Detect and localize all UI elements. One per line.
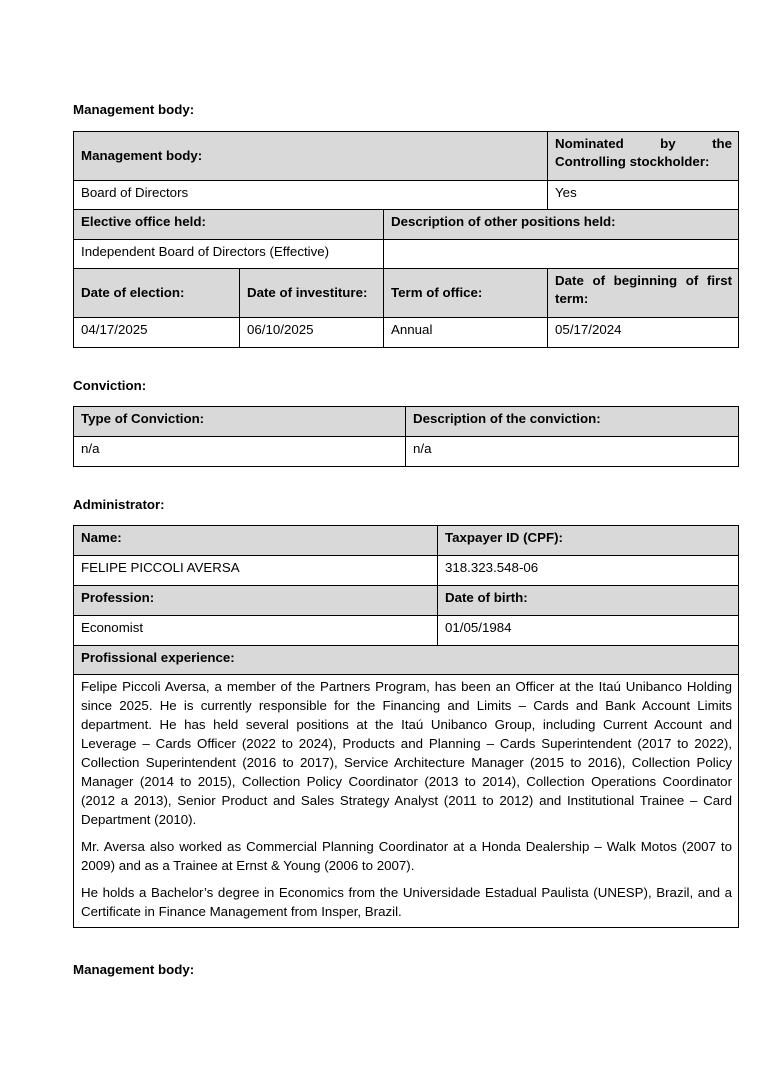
- nominated-label-line1: Nominated by the: [555, 136, 733, 151]
- name-label: Name:: [74, 526, 438, 556]
- first-term-value: 05/17/2024: [548, 318, 739, 348]
- management-body-label: Management body:: [74, 132, 548, 181]
- cpf-value: 318.323.548-06: [438, 556, 739, 586]
- nominated-label-line2: Controlling stockholder:: [555, 154, 710, 169]
- cpf-label: Taxpayer ID (CPF):: [438, 526, 739, 556]
- experience-paragraph-2: Mr. Aversa also worked as Commercial Planning Coordinator at a Honda Dealership – Walk Motos (2007 to 2009) and as a Trainee at Ernst & Young (2006 to 2007).: [81, 839, 732, 873]
- date-investiture-value: 06/10/2025: [240, 318, 384, 348]
- administrator-table: [73, 525, 739, 928]
- management-body-table: [73, 131, 739, 348]
- profession-value: Economist: [74, 616, 438, 646]
- other-positions-value: [384, 240, 739, 269]
- first-term-label-line1: Date of beginning of first: [555, 273, 733, 288]
- nominated-value: Yes: [548, 181, 739, 210]
- conviction-type-value: n/a: [74, 437, 406, 467]
- experience-label: Profissional experience:: [74, 646, 739, 675]
- term-label: Term of office:: [384, 269, 548, 318]
- conviction-description-label: Description of the conviction:: [406, 407, 739, 437]
- conviction-table: [73, 406, 739, 467]
- experience-body: [74, 675, 739, 928]
- elective-office-label: Elective office held:: [74, 210, 384, 240]
- first-term-label: [548, 269, 739, 318]
- administrator-heading: Administrator:: [73, 497, 165, 512]
- management-body-heading-2: Management body:: [73, 962, 195, 977]
- dob-label: Date of birth:: [438, 586, 739, 616]
- other-positions-label: Description of other positions held:: [384, 210, 739, 240]
- conviction-type-label: Type of Conviction:: [74, 407, 406, 437]
- first-term-label-line2: term:: [555, 291, 589, 306]
- experience-paragraph-1: Felipe Piccoli Aversa, a member of the Partners Program, has been an Officer at the Itaú Unibanco Holding since 2025. He is currently responsible for the Financing and Limits – Cards and Bank Account Limits department. He has held several positions at the Itaú Unibanco Group, including Current Account and Leverage – Cards Officer (2022 to 2024), Products and Planning – Cards Superintendent (2017 to 2022), Collection Superintendent (2016 to 2017), Service Architecture Manager (2015 to 2016), Collection Policy Manager (2014 to 2015), Collection Policy Coordinator (2013 to 2014), Collection Operations Coordinator (2012 a 2013), Senior Product and Sales Strategy Analyst (2011 to 2012) and Institutional Trainee – Card Department (2010).: [81, 679, 732, 827]
- date-investiture-label: Date of investiture:: [240, 269, 384, 318]
- dob-value: 01/05/1984: [438, 616, 739, 646]
- nominated-label: [548, 132, 739, 181]
- conviction-heading: Conviction:: [73, 378, 147, 393]
- conviction-description-value: n/a: [406, 437, 739, 467]
- date-election-label: Date of election:: [74, 269, 240, 318]
- name-value: FELIPE PICCOLI AVERSA: [74, 556, 438, 586]
- management-body-heading: Management body:: [73, 102, 195, 117]
- experience-paragraph-3: He holds a Bachelor’s degree in Economics from the Universidade Estadual Paulista (UNESP), Brazil, and a Certificate in Finance Management from Insper, Brazil.: [81, 885, 732, 919]
- elective-office-value: Independent Board of Directors (Effective): [74, 240, 384, 269]
- profession-label: Profession:: [74, 586, 438, 616]
- management-body-value: Board of Directors: [74, 181, 548, 210]
- term-value: Annual: [384, 318, 548, 348]
- date-election-value: 04/17/2025: [74, 318, 240, 348]
